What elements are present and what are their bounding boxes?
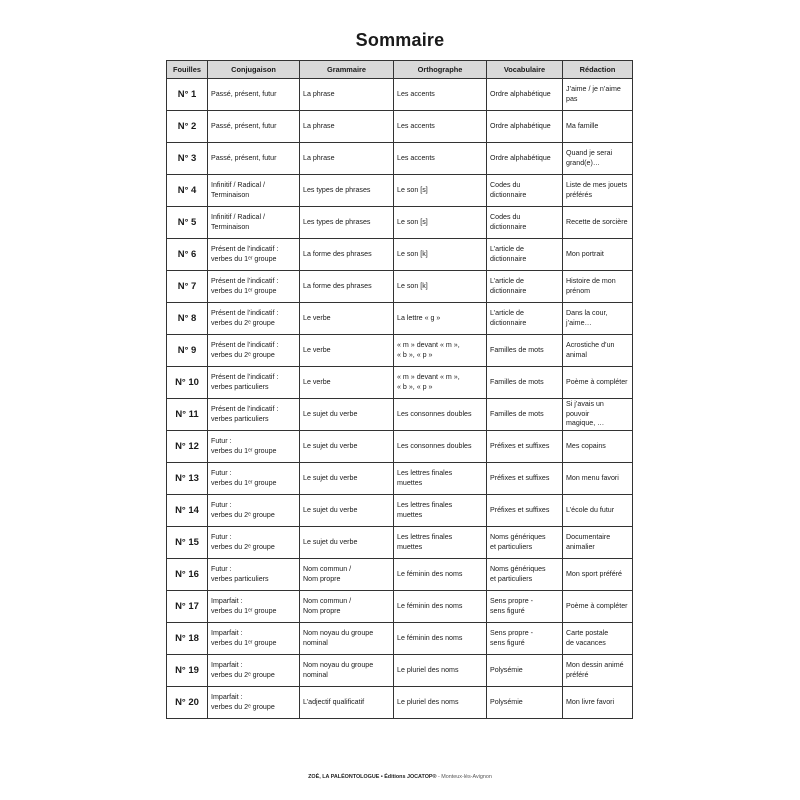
conjugaison-cell: Imparfait : verbes du 1ᵉʳ groupe <box>208 623 300 655</box>
fouille-number: N° 12 <box>167 431 208 463</box>
fouille-number: N° 6 <box>167 239 208 271</box>
orthographe-cell: Le son [k] <box>394 239 487 271</box>
vocabulaire-cell: Sens propre - sens figuré <box>487 591 563 623</box>
grammaire-cell: Le sujet du verbe <box>300 431 394 463</box>
vocabulaire-cell: Sens propre - sens figuré <box>487 623 563 655</box>
fouille-number: N° 5 <box>167 207 208 239</box>
grammaire-cell: Les types de phrases <box>300 175 394 207</box>
conjugaison-cell: Futur : verbes particuliers <box>208 559 300 591</box>
header-conjugaison: Conjugaison <box>208 61 300 79</box>
orthographe-cell: Les accents <box>394 79 487 111</box>
conjugaison-cell: Présent de l’indicatif : verbes du 1ᵉʳ groupe <box>208 239 300 271</box>
table-row <box>167 655 633 687</box>
redaction-cell: Ma famille <box>563 111 633 143</box>
vocabulaire-cell: Ordre alphabétique <box>487 111 563 143</box>
vocabulaire-cell: L’article de dictionnaire <box>487 303 563 335</box>
fouille-number: N° 15 <box>167 527 208 559</box>
conjugaison-cell: Passé, présent, futur <box>208 111 300 143</box>
conjugaison-cell: Présent de l’indicatif : verbes du 2ᵉ groupe <box>208 335 300 367</box>
summary-table <box>166 60 633 719</box>
fouille-number: N° 13 <box>167 463 208 495</box>
table-row <box>167 271 633 303</box>
conjugaison-cell: Imparfait : verbes du 2ᵉ groupe <box>208 687 300 719</box>
table-row <box>167 207 633 239</box>
table-row <box>167 399 633 431</box>
conjugaison-cell: Infinitif / Radical / Terminaison <box>208 175 300 207</box>
grammaire-cell: Nom noyau du groupe nominal <box>300 655 394 687</box>
orthographe-cell: Les accents <box>394 143 487 175</box>
footer <box>0 774 800 780</box>
vocabulaire-cell: Codes du dictionnaire <box>487 207 563 239</box>
table-row <box>167 143 633 175</box>
grammaire-cell: Nom commun / Nom propre <box>300 591 394 623</box>
vocabulaire-cell: Polysémie <box>487 687 563 719</box>
vocabulaire-cell: L’article de dictionnaire <box>487 271 563 303</box>
redaction-cell: Mon menu favori <box>563 463 633 495</box>
orthographe-cell: Les consonnes doubles <box>394 399 487 431</box>
conjugaison-cell: Imparfait : verbes du 2ᵉ groupe <box>208 655 300 687</box>
table-row <box>167 623 633 655</box>
footer-publication: ZOÉ, LA PALÉONTOLOGUE • Éditions JOCATOP® <box>308 774 437 780</box>
page-title: Sommaire <box>355 30 445 50</box>
orthographe-cell: « m » devant « m », « b », « p » <box>394 367 487 399</box>
header-fouilles: Fouilles <box>167 61 208 79</box>
grammaire-cell: Le verbe <box>300 367 394 399</box>
table-row <box>167 431 633 463</box>
fouille-number: N° 9 <box>167 335 208 367</box>
orthographe-cell: Les lettres finales muettes <box>394 495 487 527</box>
redaction-cell: Carte postale de vacances <box>563 623 633 655</box>
redaction-cell: Mon dessin animé préféré <box>563 655 633 687</box>
vocabulaire-cell: Noms génériques et particuliers <box>487 559 563 591</box>
redaction-cell: Quand je serai grand(e)… <box>563 143 633 175</box>
orthographe-cell: Le son [s] <box>394 207 487 239</box>
fouille-number: N° 7 <box>167 271 208 303</box>
table-row <box>167 559 633 591</box>
vocabulaire-cell: Préfixes et suffixes <box>487 463 563 495</box>
header-grammaire: Grammaire <box>300 61 394 79</box>
vocabulaire-cell: Ordre alphabétique <box>487 79 563 111</box>
fouille-number: N° 10 <box>167 367 208 399</box>
redaction-cell: Liste de mes jouets préférés <box>563 175 633 207</box>
fouille-number: N° 14 <box>167 495 208 527</box>
redaction-cell: Recette de sorcière <box>563 207 633 239</box>
fouille-number: N° 11 <box>167 399 208 431</box>
header-redaction: Rédaction <box>563 61 633 79</box>
header-orthographe: Orthographe <box>394 61 487 79</box>
fouille-number: N° 20 <box>167 687 208 719</box>
grammaire-cell: Nom noyau du groupe nominal <box>300 623 394 655</box>
conjugaison-cell: Futur : verbes du 2ᵉ groupe <box>208 495 300 527</box>
vocabulaire-cell: Préfixes et suffixes <box>487 495 563 527</box>
conjugaison-cell: Imparfait : verbes du 1ᵉʳ groupe <box>208 591 300 623</box>
conjugaison-cell: Futur : verbes du 1ᵉʳ groupe <box>208 463 300 495</box>
orthographe-cell: Le son [s] <box>394 175 487 207</box>
grammaire-cell: La phrase <box>300 79 394 111</box>
fouille-number: N° 19 <box>167 655 208 687</box>
grammaire-cell: La forme des phrases <box>300 271 394 303</box>
redaction-cell: Histoire de mon prénom <box>563 271 633 303</box>
grammaire-cell: Nom commun / Nom propre <box>300 559 394 591</box>
conjugaison-cell: Présent de l’indicatif : verbes particuliers <box>208 367 300 399</box>
table-header-row <box>167 61 633 79</box>
fouille-number: N° 4 <box>167 175 208 207</box>
table-row <box>167 79 633 111</box>
grammaire-cell: La phrase <box>300 111 394 143</box>
orthographe-cell: La lettre « g » <box>394 303 487 335</box>
vocabulaire-cell: Codes du dictionnaire <box>487 175 563 207</box>
grammaire-cell: Le verbe <box>300 335 394 367</box>
redaction-cell: Poème à compléter <box>563 367 633 399</box>
conjugaison-cell: Futur : verbes du 1ᵉʳ groupe <box>208 431 300 463</box>
orthographe-cell: Les lettres finales muettes <box>394 463 487 495</box>
conjugaison-cell: Futur : verbes du 2ᵉ groupe <box>208 527 300 559</box>
redaction-cell: Mon portrait <box>563 239 633 271</box>
conjugaison-cell: Présent de l’indicatif : verbes particuliers <box>208 399 300 431</box>
redaction-cell: Si j’avais un pouvoir magique, … <box>563 399 633 431</box>
redaction-cell: Mon sport préféré <box>563 559 633 591</box>
conjugaison-cell: Présent de l’indicatif : verbes du 1ᵉʳ groupe <box>208 271 300 303</box>
redaction-cell: Mes copains <box>563 431 633 463</box>
conjugaison-cell: Présent de l’indicatif : verbes du 2ᵉ groupe <box>208 303 300 335</box>
table-row <box>167 111 633 143</box>
fouille-number: N° 1 <box>167 79 208 111</box>
vocabulaire-cell: Préfixes et suffixes <box>487 431 563 463</box>
grammaire-cell: L’adjectif qualificatif <box>300 687 394 719</box>
vocabulaire-cell: Familles de mots <box>487 399 563 431</box>
fouille-number: N° 3 <box>167 143 208 175</box>
redaction-cell: J’aime / je n’aime pas <box>563 79 633 111</box>
grammaire-cell: Les types de phrases <box>300 207 394 239</box>
conjugaison-cell: Passé, présent, futur <box>208 79 300 111</box>
table-row <box>167 687 633 719</box>
orthographe-cell: Le féminin des noms <box>394 623 487 655</box>
table-row <box>167 303 633 335</box>
redaction-cell: Acrostiche d’un animal <box>563 335 633 367</box>
orthographe-cell: Le pluriel des noms <box>394 655 487 687</box>
footer-location: - Monteux-lès-Avignon <box>436 774 492 780</box>
orthographe-cell: Le pluriel des noms <box>394 687 487 719</box>
orthographe-cell: « m » devant « m », « b », « p » <box>394 335 487 367</box>
fouille-number: N° 2 <box>167 111 208 143</box>
orthographe-cell: Les accents <box>394 111 487 143</box>
grammaire-cell: Le sujet du verbe <box>300 463 394 495</box>
orthographe-cell: Le féminin des noms <box>394 559 487 591</box>
vocabulaire-cell: L’article de dictionnaire <box>487 239 563 271</box>
grammaire-cell: La phrase <box>300 143 394 175</box>
orthographe-cell: Les lettres finales muettes <box>394 527 487 559</box>
redaction-cell: Dans la cour, j’aime… <box>563 303 633 335</box>
grammaire-cell: Le sujet du verbe <box>300 527 394 559</box>
table-row <box>167 335 633 367</box>
header-vocabulaire: Vocabulaire <box>487 61 563 79</box>
fouille-number: N° 16 <box>167 559 208 591</box>
redaction-cell: L’école du futur <box>563 495 633 527</box>
table-row <box>167 527 633 559</box>
redaction-cell: Documentaire animalier <box>563 527 633 559</box>
table-row <box>167 463 633 495</box>
grammaire-cell: Le sujet du verbe <box>300 495 394 527</box>
grammaire-cell: Le verbe <box>300 303 394 335</box>
fouille-number: N° 8 <box>167 303 208 335</box>
vocabulaire-cell: Polysémie <box>487 655 563 687</box>
grammaire-cell: Le sujet du verbe <box>300 399 394 431</box>
vocabulaire-cell: Familles de mots <box>487 335 563 367</box>
vocabulaire-cell: Noms génériques et particuliers <box>487 527 563 559</box>
vocabulaire-cell: Familles de mots <box>487 367 563 399</box>
redaction-cell: Poème à compléter <box>563 591 633 623</box>
orthographe-cell: Le féminin des noms <box>394 591 487 623</box>
fouille-number: N° 18 <box>167 623 208 655</box>
redaction-cell: Mon livre favori <box>563 687 633 719</box>
vocabulaire-cell: Ordre alphabétique <box>487 143 563 175</box>
table-row <box>167 239 633 271</box>
table-row <box>167 495 633 527</box>
table-row <box>167 175 633 207</box>
table-row <box>167 591 633 623</box>
conjugaison-cell: Passé, présent, futur <box>208 143 300 175</box>
grammaire-cell: La forme des phrases <box>300 239 394 271</box>
orthographe-cell: Le son [k] <box>394 271 487 303</box>
conjugaison-cell: Infinitif / Radical / Terminaison <box>208 207 300 239</box>
fouille-number: N° 17 <box>167 591 208 623</box>
table-row <box>167 367 633 399</box>
orthographe-cell: Les consonnes doubles <box>394 431 487 463</box>
